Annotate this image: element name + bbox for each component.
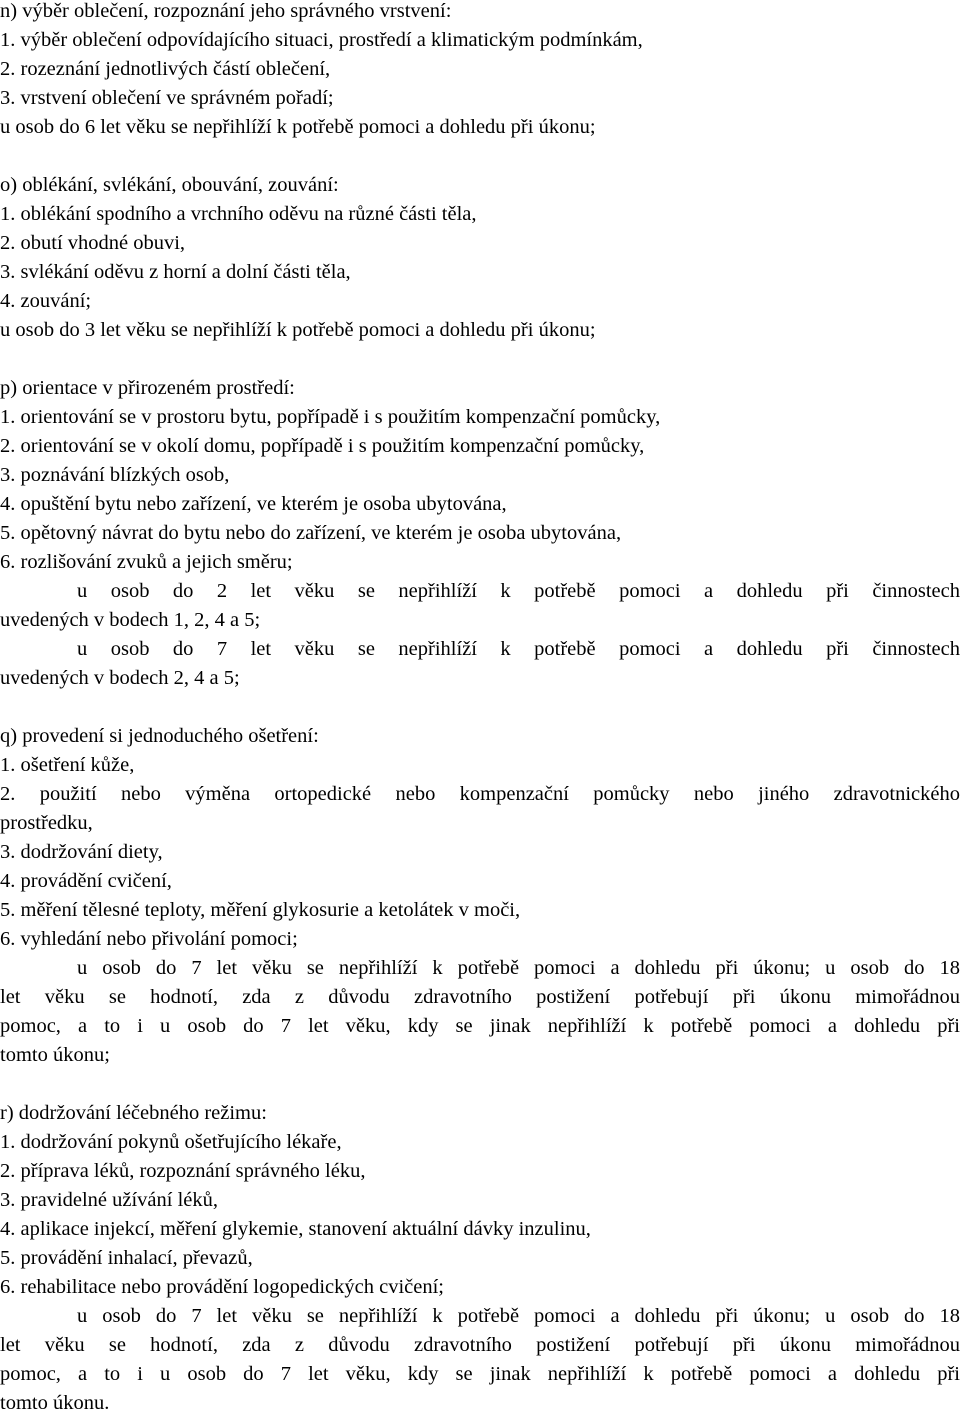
section-q-item-2: 2. použití nebo výměna ortopedické nebo kompenzační pomůcky nebo jiného zdravotnického [0, 783, 960, 805]
section-n-note: u osob do 6 let věku se nepřihlíží k potřebě pomoci a dohledu při úkonu; [0, 116, 596, 138]
section-o-item-1: 1. oblékání spodního a vrchního oděvu na různé části těla, [0, 203, 477, 225]
section-n-item-2: 2. rozeznání jednotlivých částí oblečení, [0, 58, 331, 80]
section-p-item-3: 3. poznávání blízkých osob, [0, 464, 230, 486]
section-p-item-4: 4. opuštění bytu nebo zařízení, ve kterém je osoba ubytována, [0, 493, 507, 515]
section-q-item-2-cont: prostředku, [0, 812, 93, 834]
paragraph-gap [0, 345, 960, 374]
section-q-note-line-2: let věku se hodnotí, zda z důvodu zdravotního postižení potřebují při úkonu mimořádnou [0, 986, 960, 1008]
section-p-note-2-line-1: u osob do 7 let věku se nepřihlíží k potřebě pomoci a dohledu při činnostech [77, 638, 960, 660]
section-r-note-line-1: u osob do 7 let věku se nepřihlíží k potřebě pomoci a dohledu při úkonu; u osob do 18 [77, 1305, 960, 1327]
section-o-item-2: 2. obutí vhodné obuvi, [0, 232, 186, 254]
section-p-item-2: 2. orientování se v okolí domu, popřípadě i s použitím kompenzační pomůcky, [0, 435, 645, 457]
section-o-item-3: 3. svlékání oděvu z horní a dolní části těla, [0, 261, 351, 283]
section-q-note-line-4: tomto úkonu; [0, 1044, 110, 1066]
section-q-item-4: 4. provádění cvičení, [0, 870, 172, 892]
section-q-item-1: 1. ošetření kůže, [0, 754, 135, 776]
section-n-item-1: 1. výběr oblečení odpovídajícího situaci, prostředí a klimatickým podmínkám, [0, 29, 643, 51]
section-r-note-line-3: pomoc, a to i u osob do 7 let věku, kdy se jinak nepřihlíží k potřebě pomoci a dohledu při [0, 1363, 960, 1385]
section-r-item-5: 5. provádění inhalací, převazů, [0, 1247, 253, 1269]
section-o-item-4: 4. zouvání; [0, 290, 92, 312]
section-r-item-3: 3. pravidelné užívání léků, [0, 1189, 219, 1211]
section-o-note: u osob do 3 let věku se nepřihlíží k potřebě pomoci a dohledu při úkonu; [0, 319, 596, 341]
section-r-note-line-4: tomto úkonu. [0, 1392, 110, 1414]
section-o-heading: o) oblékání, svlékání, obouvání, zouvání: [0, 174, 339, 196]
paragraph-gap [0, 1070, 960, 1099]
section-q-note-line-3: pomoc, a to i u osob do 7 let věku, kdy se jinak nepřihlíží k potřebě pomoci a dohledu při [0, 1015, 960, 1037]
section-p-note-1-line-2: uvedených v bodech 1, 2, 4 a 5; [0, 609, 261, 631]
paragraph-gap [0, 142, 960, 171]
section-n-heading: n) výběr oblečení, rozpoznání jeho správného vrstvení: [0, 0, 452, 22]
section-p-item-5: 5. opětovný návrat do bytu nebo do zařízení, ve kterém je osoba ubytována, [0, 522, 622, 544]
section-r-item-4: 4. aplikace injekcí, měření glykemie, stanovení aktuální dávky inzulinu, [0, 1218, 591, 1240]
section-n-item-3: 3. vrstvení oblečení ve správném pořadí; [0, 87, 334, 109]
section-r-item-1: 1. dodržování pokynů ošetřujícího lékaře, [0, 1131, 342, 1153]
section-p-heading: p) orientace v přirozeném prostředí: [0, 377, 295, 399]
section-r-note-line-2: let věku se hodnotí, zda z důvodu zdravotního postižení potřebují při úkonu mimořádnou [0, 1334, 960, 1356]
section-q-note-line-1: u osob do 7 let věku se nepřihlíží k potřebě pomoci a dohledu při úkonu; u osob do 18 [77, 957, 960, 979]
section-r-heading: r) dodržování léčebného režimu: [0, 1102, 267, 1124]
section-r-item-2: 2. příprava léků, rozpoznání správného léku, [0, 1160, 366, 1182]
section-q-item-6: 6. vyhledání nebo přivolání pomoci; [0, 928, 298, 950]
section-q-heading: q) provedení si jednoduchého ošetření: [0, 725, 319, 747]
section-q-item-5: 5. měření tělesné teploty, měření glykosurie a ketolátek v moči, [0, 899, 521, 921]
section-r-item-6: 6. rehabilitace nebo provádění logopedických cvičení; [0, 1276, 444, 1298]
section-p-note-2-line-2: uvedených v bodech 2, 4 a 5; [0, 667, 240, 689]
section-p-note-1-line-1: u osob do 2 let věku se nepřihlíží k potřebě pomoci a dohledu při činnostech [77, 580, 960, 602]
paragraph-gap [0, 693, 960, 722]
section-p-item-6: 6. rozlišování zvuků a jejich směru; [0, 551, 293, 573]
section-p-item-1: 1. orientování se v prostoru bytu, popřípadě i s použitím kompenzační pomůcky, [0, 406, 661, 428]
section-q-item-3: 3. dodržování diety, [0, 841, 163, 863]
